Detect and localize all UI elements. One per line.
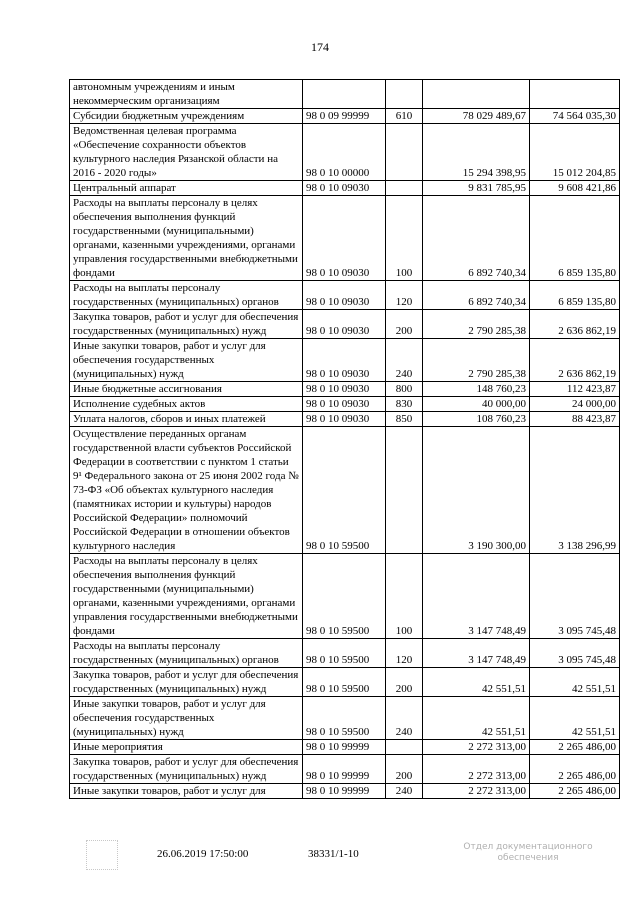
row-sum-2018-cell: 3 190 300,00 <box>423 427 530 554</box>
row-type-cell <box>386 740 423 755</box>
table-row <box>70 740 620 755</box>
row-type-cell <box>386 181 423 196</box>
row-name-cell: Иные закупки товаров, работ и услуг для обеспечения государственных (муниципальных) нужд <box>70 697 303 740</box>
row-type-cell: 610 <box>386 109 423 124</box>
table-row <box>70 124 620 181</box>
row-type-cell: 200 <box>386 668 423 697</box>
row-sum-2018-cell: 6 892 740,34 <box>423 196 530 281</box>
row-type-cell: 100 <box>386 554 423 639</box>
row-sum-2018-cell: 9 831 785,95 <box>423 181 530 196</box>
row-sum-2018-cell <box>423 80 530 109</box>
row-code-cell: 98 0 10 09030 <box>303 181 386 196</box>
row-name-cell: автономным учреждениям и иным некоммерческим организациям <box>70 80 303 109</box>
row-name-cell: Осуществление переданных органам государственной власти субъектов Российской Федерации в соответствии с пунктом 1 статьи 9¹ Федерального закона от 25 июня 2002 года № 73-ФЗ «Об объектах культурного наследия (памятниках истории и культуры) народов Российской Федерации» полномочий Российской Федерации в отношении объектов культурного наследия <box>70 427 303 554</box>
row-name-cell: Иные закупки товаров, работ и услуг для <box>70 784 303 799</box>
table-row <box>70 554 620 639</box>
row-sum-2018-cell: 2 790 285,38 <box>423 310 530 339</box>
row-sum-2018-cell: 2 272 313,00 <box>423 740 530 755</box>
row-name-cell: Иные мероприятия <box>70 740 303 755</box>
table-row <box>70 196 620 281</box>
row-name-cell: Расходы на выплаты персоналу государственных (муниципальных) органов <box>70 639 303 668</box>
page-number: 174 <box>311 40 329 54</box>
row-sum-2019-cell: 24 000,00 <box>530 397 620 412</box>
row-code-cell: 98 0 10 09030 <box>303 281 386 310</box>
row-type-cell: 240 <box>386 339 423 382</box>
row-sum-2019-cell: 6 859 135,80 <box>530 196 620 281</box>
row-code-cell: 98 0 10 09030 <box>303 196 386 281</box>
row-sum-2019-cell: 88 423,87 <box>530 412 620 427</box>
row-sum-2018-cell: 2 790 285,38 <box>423 339 530 382</box>
row-sum-2018-cell: 42 551,51 <box>423 668 530 697</box>
table-row <box>70 109 620 124</box>
row-name-cell: Расходы на выплаты персоналу в целях обеспечения выполнения функций государственными (муниципальными) органами, казенными учреждениями, органами управления государственными внебюджетными фондами <box>70 554 303 639</box>
row-name-cell: Расходы на выплаты персоналу государственных (муниципальных) органов <box>70 281 303 310</box>
row-sum-2019-cell: 3 138 296,99 <box>530 427 620 554</box>
row-type-cell <box>386 124 423 181</box>
row-sum-2019-cell: 2 265 486,00 <box>530 740 620 755</box>
registration-stamp <box>458 842 598 864</box>
row-name-cell: Иные бюджетные ассигнования <box>70 382 303 397</box>
row-code-cell: 98 0 10 09030 <box>303 310 386 339</box>
table-row <box>70 181 620 196</box>
table-row <box>70 80 620 109</box>
row-sum-2018-cell: 42 551,51 <box>423 697 530 740</box>
row-name-cell: Иные закупки товаров, работ и услуг для обеспечения государственных (муниципальных) нужд <box>70 339 303 382</box>
row-sum-2019-cell: 3 095 745,48 <box>530 554 620 639</box>
row-code-cell: 98 0 10 59500 <box>303 554 386 639</box>
row-sum-2019-cell: 112 423,87 <box>530 382 620 397</box>
row-code-cell: 98 0 10 09030 <box>303 397 386 412</box>
row-code-cell: 98 0 10 09030 <box>303 412 386 427</box>
row-sum-2018-cell: 15 294 398,95 <box>423 124 530 181</box>
row-sum-2019-cell: 9 608 421,86 <box>530 181 620 196</box>
row-code-cell: 98 0 10 99999 <box>303 784 386 799</box>
row-code-cell: 98 0 10 09030 <box>303 382 386 397</box>
row-sum-2018-cell: 2 272 313,00 <box>423 784 530 799</box>
table-row <box>70 412 620 427</box>
stamp-line: обеспечения <box>497 853 559 863</box>
table-row <box>70 697 620 740</box>
table-row <box>70 397 620 412</box>
row-type-cell: 200 <box>386 310 423 339</box>
row-sum-2018-cell: 3 147 748,49 <box>423 639 530 668</box>
row-sum-2019-cell: 2 265 486,00 <box>530 755 620 784</box>
row-sum-2019-cell <box>530 80 620 109</box>
row-type-cell: 830 <box>386 397 423 412</box>
row-type-cell: 240 <box>386 697 423 740</box>
row-name-cell: Закупка товаров, работ и услуг для обеспечения государственных (муниципальных) нужд <box>70 755 303 784</box>
row-sum-2018-cell: 108 760,23 <box>423 412 530 427</box>
row-type-cell: 200 <box>386 755 423 784</box>
row-name-cell: Закупка товаров, работ и услуг для обеспечения государственных (муниципальных) нужд <box>70 310 303 339</box>
row-sum-2018-cell: 2 272 313,00 <box>423 755 530 784</box>
seal-mark <box>86 840 118 870</box>
row-code-cell <box>303 80 386 109</box>
row-name-cell: Центральный аппарат <box>70 181 303 196</box>
row-type-cell: 240 <box>386 784 423 799</box>
row-sum-2018-cell: 148 760,23 <box>423 382 530 397</box>
row-name-cell: Исполнение судебных актов <box>70 397 303 412</box>
row-sum-2019-cell: 42 551,51 <box>530 697 620 740</box>
row-type-cell: 120 <box>386 281 423 310</box>
row-code-cell: 98 0 10 59500 <box>303 697 386 740</box>
row-name-cell: Расходы на выплаты персоналу в целях обеспечения выполнения функций государственными (муниципальными) органами, казенными учреждениями, органами управления государственными внебюджетными фондами <box>70 196 303 281</box>
row-type-cell <box>386 80 423 109</box>
row-code-cell: 98 0 10 99999 <box>303 740 386 755</box>
table-row <box>70 427 620 554</box>
table-row <box>70 784 620 799</box>
table-row <box>70 668 620 697</box>
row-code-cell: 98 0 10 00000 <box>303 124 386 181</box>
table-row <box>70 639 620 668</box>
row-sum-2018-cell: 6 892 740,34 <box>423 281 530 310</box>
row-sum-2019-cell: 15 012 204,85 <box>530 124 620 181</box>
row-type-cell: 850 <box>386 412 423 427</box>
row-sum-2018-cell: 78 029 489,67 <box>423 109 530 124</box>
row-code-cell: 98 0 10 59500 <box>303 427 386 554</box>
row-sum-2019-cell: 2 636 862,19 <box>530 310 620 339</box>
row-type-cell: 120 <box>386 639 423 668</box>
row-code-cell: 98 0 10 59500 <box>303 639 386 668</box>
row-code-cell: 98 0 10 99999 <box>303 755 386 784</box>
row-sum-2019-cell: 2 265 486,00 <box>530 784 620 799</box>
table-row <box>70 382 620 397</box>
table-row <box>70 339 620 382</box>
stamp-line: Отдел документационного <box>463 842 593 852</box>
row-name-cell: Ведомственная целевая программа «Обеспечение сохранности объектов культурного наследия Рязанской области на 2016 - 2020 годы» <box>70 124 303 181</box>
table-row <box>70 755 620 784</box>
row-name-cell: Субсидии бюджетным учреждениям <box>70 109 303 124</box>
budget-table <box>69 79 620 799</box>
row-sum-2019-cell: 74 564 035,30 <box>530 109 620 124</box>
row-type-cell: 800 <box>386 382 423 397</box>
row-sum-2018-cell: 40 000,00 <box>423 397 530 412</box>
row-sum-2019-cell: 42 551,51 <box>530 668 620 697</box>
row-name-cell: Закупка товаров, работ и услуг для обеспечения государственных (муниципальных) нужд <box>70 668 303 697</box>
row-sum-2019-cell: 2 636 862,19 <box>530 339 620 382</box>
row-code-cell: 98 0 10 09030 <box>303 339 386 382</box>
footer-date: 26.06.2019 17:50:00 <box>157 848 249 860</box>
row-type-cell <box>386 427 423 554</box>
row-code-cell: 98 0 10 59500 <box>303 668 386 697</box>
row-sum-2018-cell: 3 147 748,49 <box>423 554 530 639</box>
row-code-cell: 98 0 09 99999 <box>303 109 386 124</box>
footer-doc-number: 38331/1-10 <box>308 848 359 860</box>
row-sum-2019-cell: 6 859 135,80 <box>530 281 620 310</box>
table-row <box>70 281 620 310</box>
row-sum-2019-cell: 3 095 745,48 <box>530 639 620 668</box>
row-type-cell: 100 <box>386 196 423 281</box>
table-row <box>70 310 620 339</box>
row-name-cell: Уплата налогов, сборов и иных платежей <box>70 412 303 427</box>
